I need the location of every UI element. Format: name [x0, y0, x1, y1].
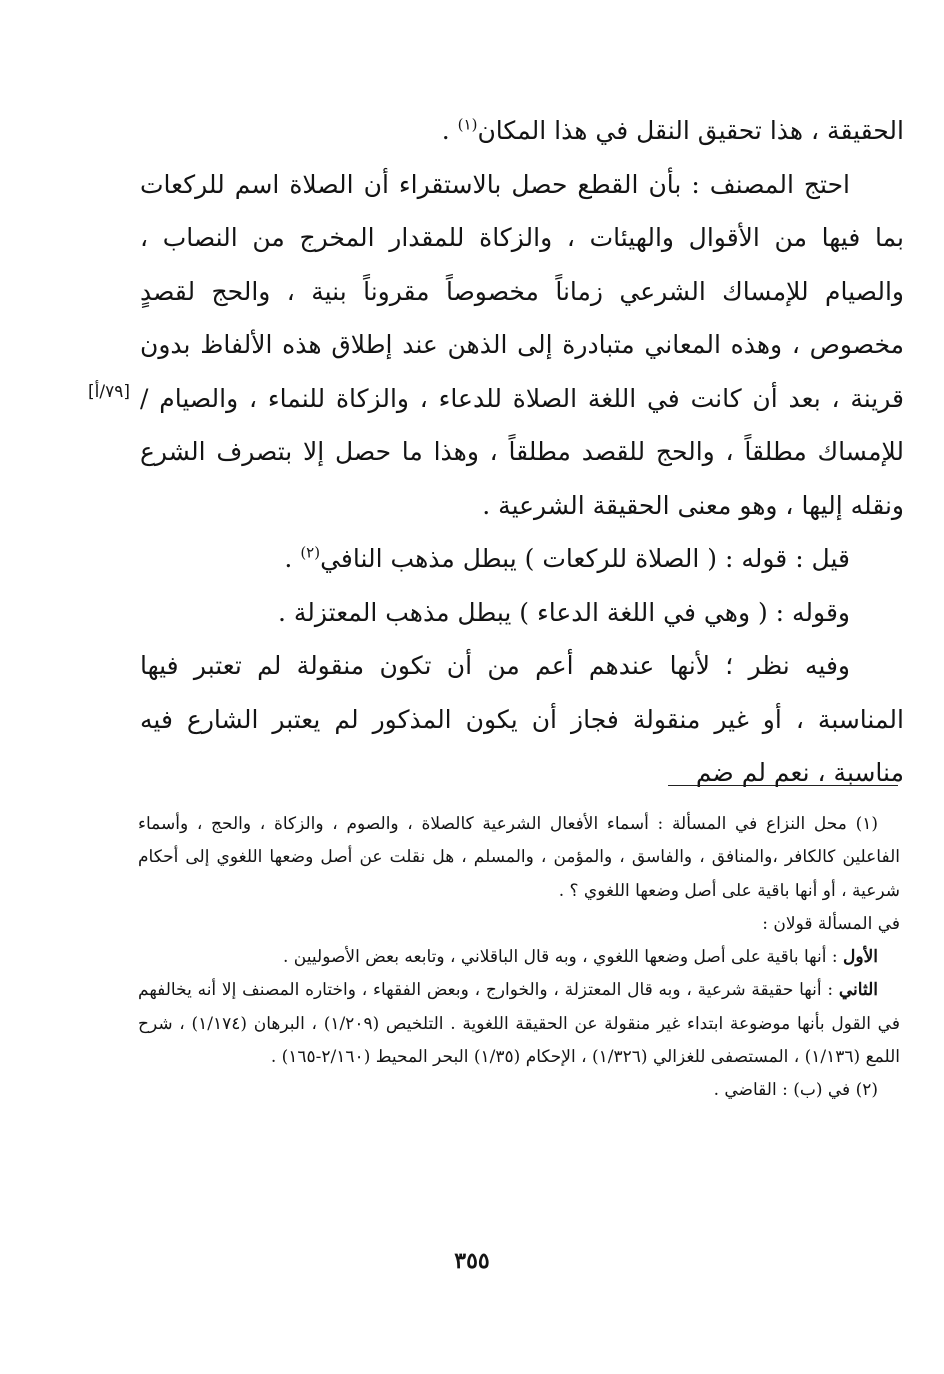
footnote-ref-2[interactable]: (٢)	[300, 543, 321, 562]
paragraph-5: وفيه نظر ؛ لأنها عندهم أعم من أن تكون منقولة لم تعتبر فيها المناسبة ، أو غير منقولة فجاز أن يكون المذكور لم يعتبر الشارع فيه مناسبة ، نعم لم ضم	[140, 651, 904, 787]
page-number: ٣٥٥	[454, 1248, 490, 1274]
paragraph-1-end: .	[441, 116, 458, 145]
paragraph-3-text: قيل : قوله : ( الصلاة للركعات ) يبطل مذهب النافي	[320, 544, 850, 573]
footnote-1-text: (١) محل النزاع في المسألة : أسماء الأفعال الشرعية كالصلاة ، والصوم ، والزكاة ، والحج ، وأسماء الفاعلين كالكافر ،والمنافق ، والفاسق ، والمؤمن ، والمسلم ، هل نقلت عن أصل وضعها اللغوي إلى أحكام شرعية ، أو أنها باقية على أصل وضعها اللغوي ؟ .	[138, 814, 900, 901]
footnote-1-heading: في المسألة قولان :	[762, 913, 900, 934]
footnote-1-second-opinion	[138, 974, 900, 1074]
footnotes-section	[138, 808, 900, 1108]
paragraph-1	[140, 104, 904, 158]
manuscript-folio-marker: [٧٩/أ]	[88, 382, 130, 402]
footnote-1-first-opinion	[138, 941, 900, 974]
first-opinion-label: الأول	[843, 947, 878, 968]
first-opinion-text: : أنها باقية على أصل وضعها اللغوي ، وبه قال الباقلاني ، وتابعه بعض الأصوليين .	[283, 947, 844, 968]
paragraph-3	[140, 532, 904, 586]
main-text-body	[140, 104, 904, 800]
footnote-ref-1[interactable]: (١)	[457, 115, 478, 134]
paragraph-1-text: الحقيقة ، هذا تحقيق النقل في هذا المكان	[477, 116, 904, 145]
second-opinion-label: الثاني	[838, 980, 878, 1001]
footnote-separator	[668, 785, 898, 786]
paragraph-2: احتج المصنف : بأن القطع حصل بالاستقراء أن الصلاة اسم للركعات بما فيها من الأقوال والهيئات ، والزكاة للمقدار المخرج من النصاب ، والصيام للإمساك الشرعي زماناً مخصوصاً مقروناً بنية ، والحج لقصدٍ مخصوص ، وهذه المعاني متبادرة إلى الذهن عند إطلاق هذه الألفاظ بدون قرينة ، بعد أن كانت في اللغة الصلاة للدعاء ، والزكاة للنماء ، والصيام / للإمساك مطلقاً ، والحج للقصد مطلقاً ، وهذا ما حصل إلا بتصرف الشرع ونقله إليها ، وهو معنى الحقيقة الشرعية .	[140, 169, 904, 520]
second-opinion-text: : أنها حقيقة شرعية ، وبه قال المعتزلة ، والخوارج ، وبعض الفقهاء ، واختاره المصنف إلا أنه يخالفهم في القول بأنها موضوعة ابتداء غير منقولة عن الحقيقة اللغوية . التلخيص (١/٢٠٩) ، البرهان (١/١٧٤) ، شرح اللمع (١/١٣٦) ، المستصفى للغزالي (١/٣٢٦) ، الإحكام (١/٣٥) البحر المحيط (٢/١٦٠-١٦٥) .	[138, 980, 900, 1068]
paragraph-4: وقوله : ( وهي في اللغة الدعاء ) يبطل مذهب المعتزلة .	[277, 597, 850, 627]
footnote-2-text: (٢) في (ب) : القاضي .	[713, 1080, 878, 1101]
paragraph-3-end: .	[284, 544, 301, 573]
